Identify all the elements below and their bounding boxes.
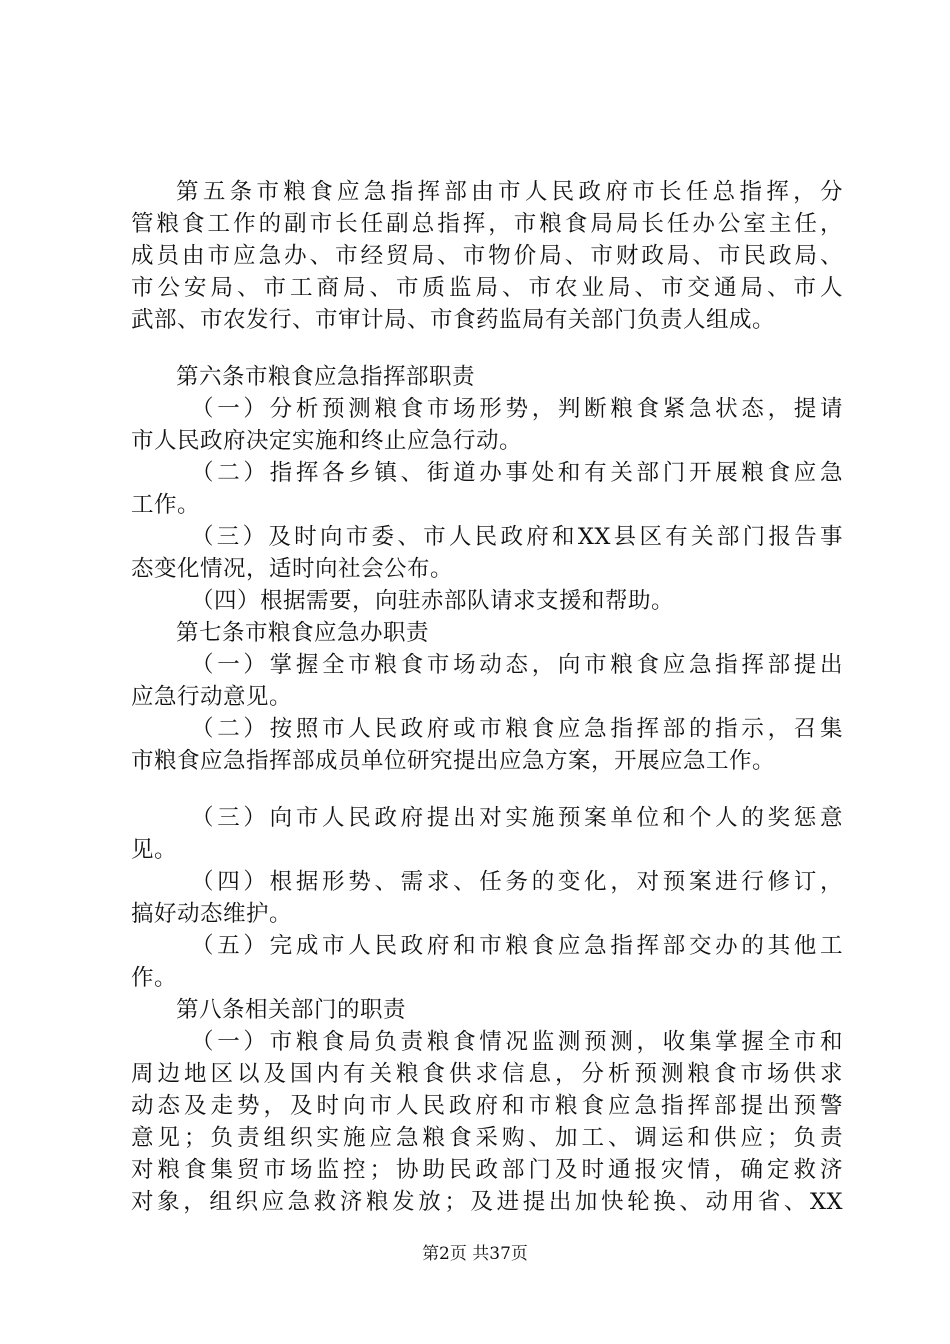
article-8-title: 第八条相关部门的职责 [176,997,407,1023]
text-line: 对粮食集贸市场监控；协助民政部门及时通报灾情，确定救济 [131,1157,843,1183]
text-line: （五）完成市人民政府和市粮食应急指挥部交办的其他工 [191,933,843,959]
text-line: 作。 [131,965,178,991]
text-line: 第五条市粮食应急指挥部由市人民政府市长任总指挥，分 [176,179,843,205]
article-5-paragraph [131,176,843,336]
paragraph-gap [131,777,843,802]
text-line: 成员由市应急办、市经贸局、市物价局、市财政局、市民政局、 [131,243,843,269]
text-line: 武部、市农发行、市审计局、市食药监局有关部门负责人组成。 [131,307,776,333]
document-body [131,176,843,1218]
text-line: （一）市粮食局负责粮食情况监测预测，收集掌握全市和 [191,1029,843,1055]
text-line: 意见；负责组织实施应急粮食采购、加工、调运和供应；负责 [131,1125,843,1151]
text-line: 见。 [131,837,178,863]
text-line: （三）及时向市委、市人民政府和XX县区有关部门报告事 [191,524,843,550]
text-line: （三）向市人民政府提出对实施预案单位和个人的奖惩意 [191,805,843,831]
text-line: （二）按照市人民政府或市粮食应急指挥部的指示，召集 [191,716,843,742]
text-line: （四）根据形势、需求、任务的变化，对预案进行修订， [191,869,843,895]
article-6-title: 第六条市粮食应急指挥部职责 [176,364,476,390]
paragraph-gap [131,336,843,361]
text-line: （二）指挥各乡镇、街道办事处和有关部门开展粮食应急 [191,460,843,486]
text-line: 动态及走势，及时向市人民政府和市粮食应急指挥部提出预警 [131,1093,843,1119]
text-line: 市人民政府决定实施和终止应急行动。 [131,428,523,454]
text-line: 搞好动态维护。 [131,901,293,927]
text-line: 工作。 [131,492,201,518]
article-7-title: 第七条市粮食应急办职责 [176,620,430,646]
text-line: （一）掌握全市粮食市场动态，向市粮食应急指挥部提出 [191,652,843,678]
text-line: 应急行动意见。 [131,684,293,710]
page-number-footer: 第2页 共37页 [422,1244,528,1264]
text-line: 市粮食应急指挥部成员单位研究提出应急方案，开展应急工作。 [131,748,776,774]
text-line: 对象，组织应急救济粮发放；及进提出加快轮换、动用省、XX [131,1189,843,1215]
text-line: 管粮食工作的副市长任副总指挥，市粮食局局长任办公室主任， [131,211,843,237]
text-line: （一）分析预测粮食市场形势，判断粮食紧急状态，提请 [191,396,843,422]
text-line: （四）根据需要，向驻赤部队请求支援和帮助。 [191,588,675,614]
text-line: 市公安局、市工商局、市质监局、市农业局、市交通局、市人 [131,275,843,301]
text-line: 态变化情况，适时向社会公布。 [131,556,454,582]
text-line: 周边地区以及国内有关粮食供求信息，分析预测粮食市场供求 [131,1061,843,1087]
